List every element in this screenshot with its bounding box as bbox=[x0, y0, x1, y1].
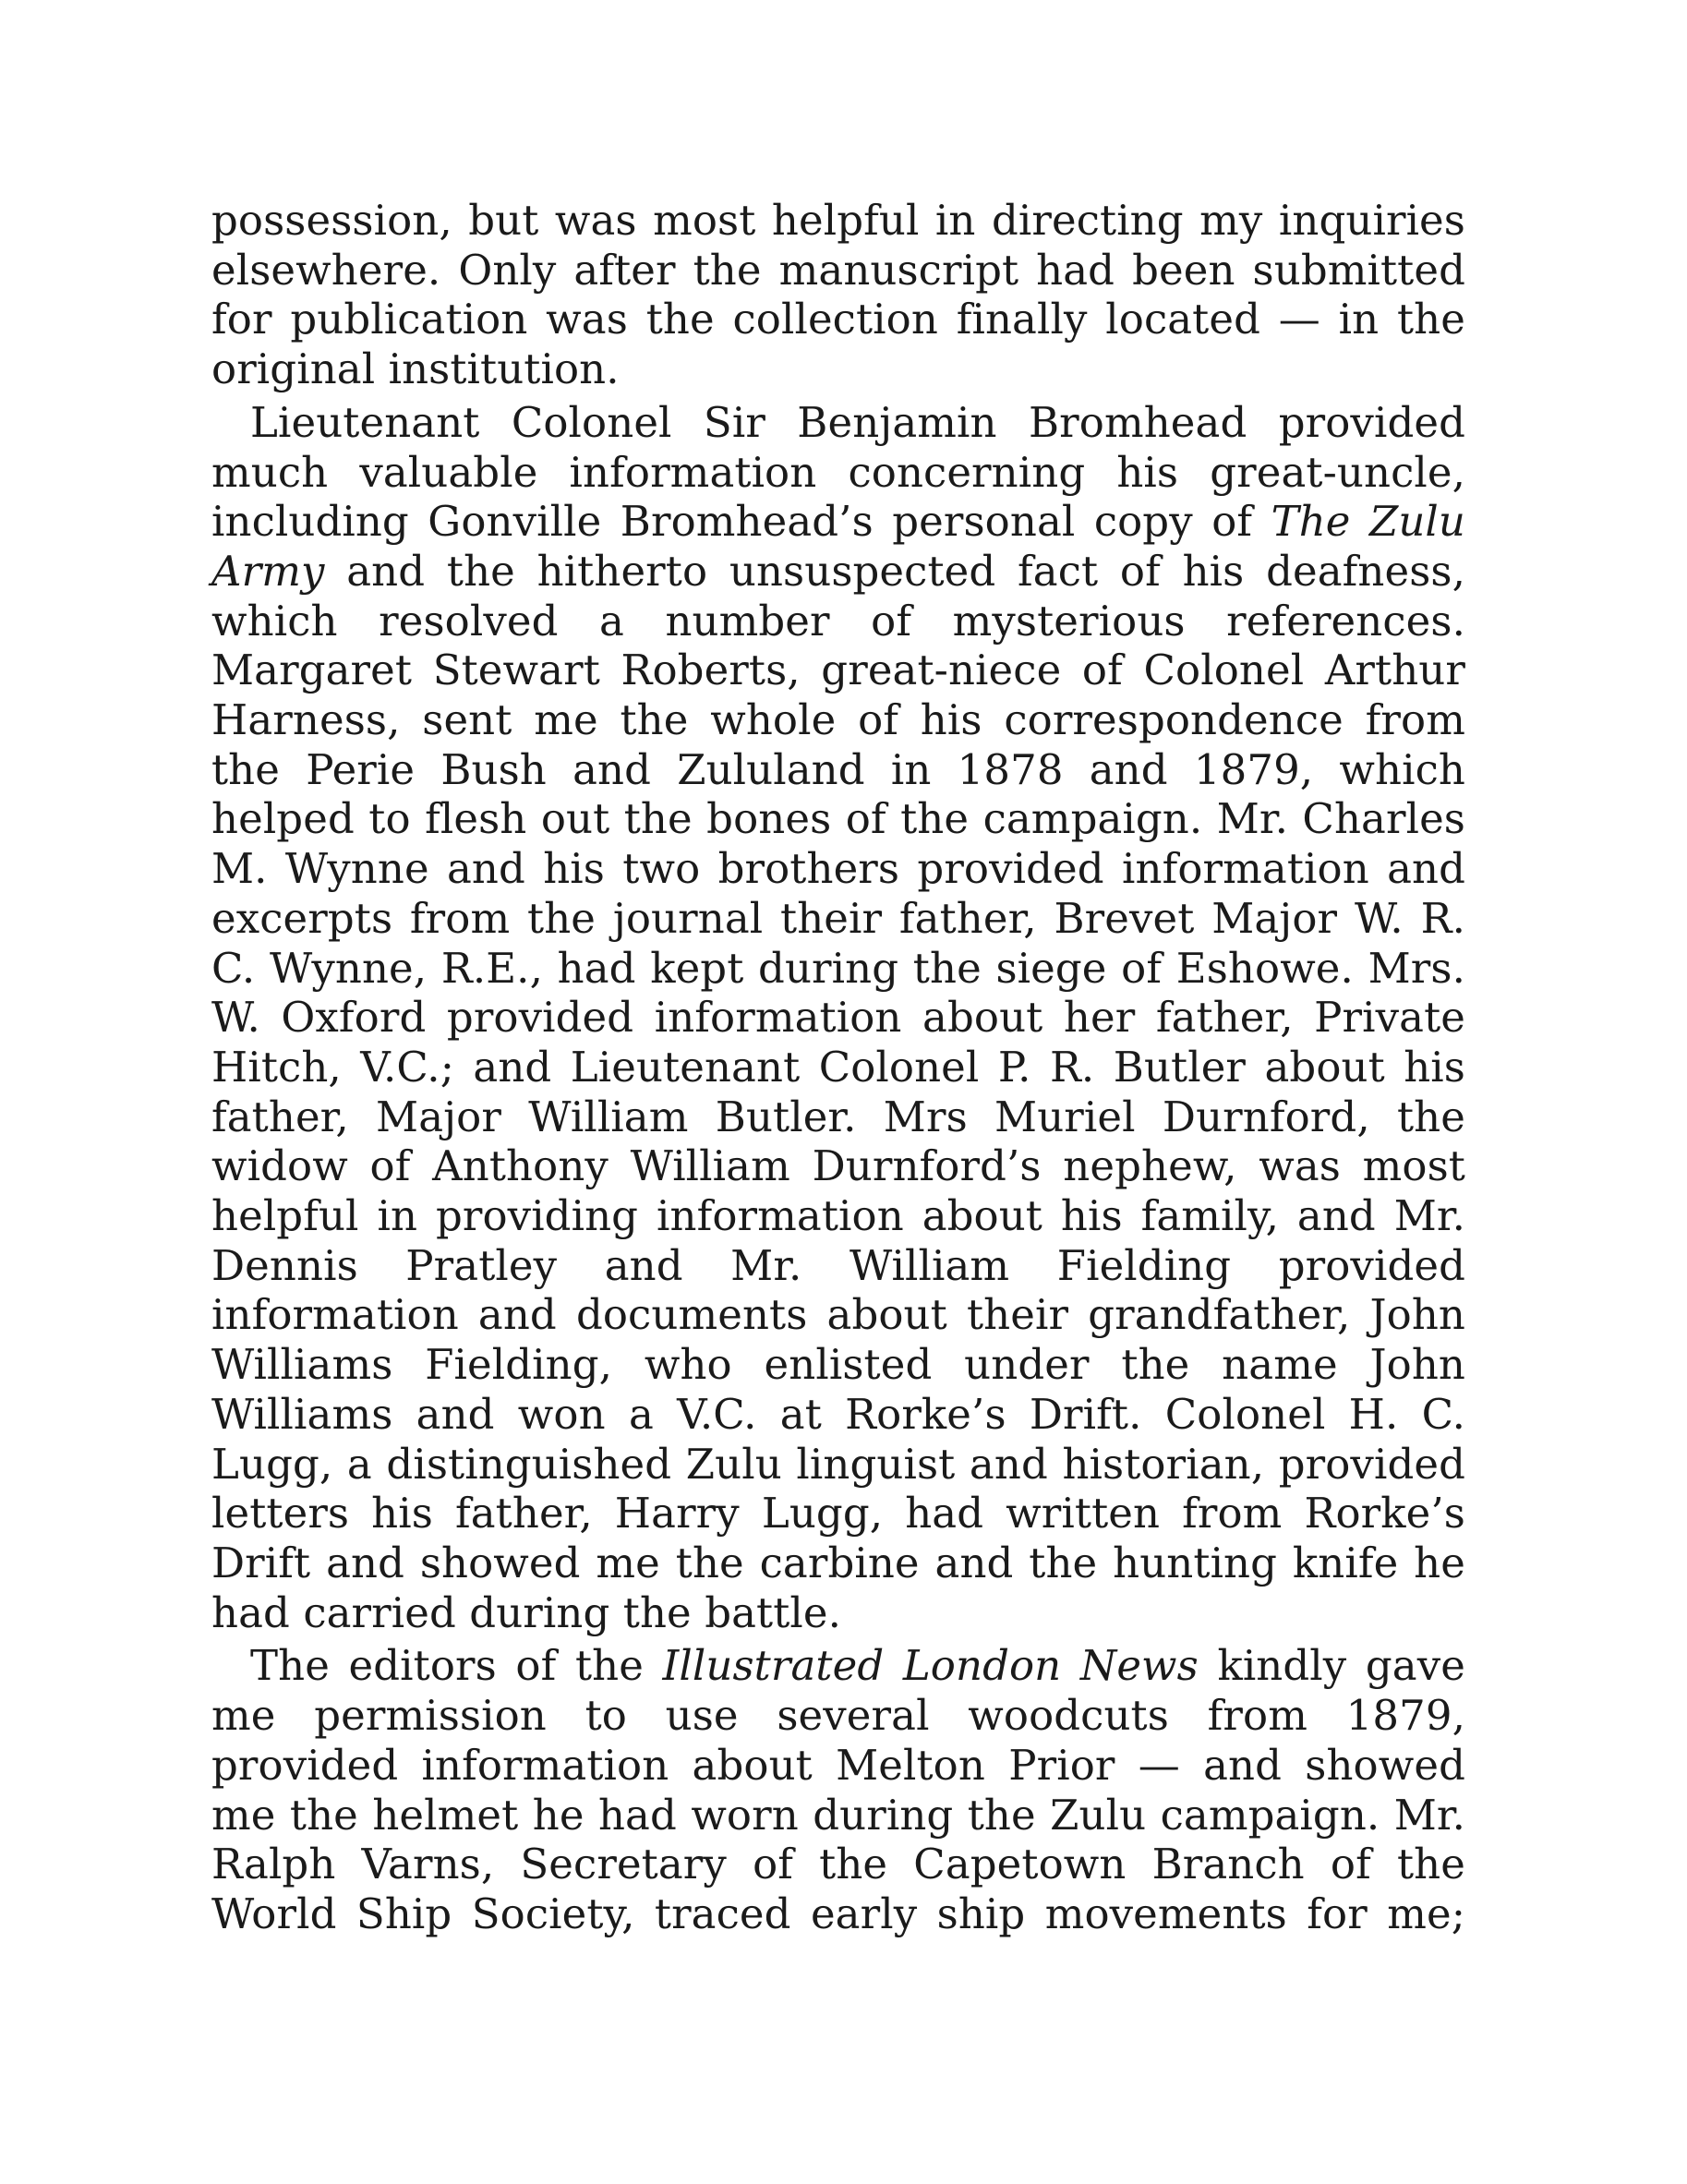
book-title-the-zulu-army: The Zulu Army bbox=[211, 497, 1465, 596]
paragraph-1 bbox=[211, 196, 1465, 394]
paragraph-3-text-b: kindly gave me permission to use several woodcuts from 1879, provided information about Melton Prior — and showed me the helmet he had worn during the Zulu campaign. Mr. Ralph Varns, Secretary of the Capetown Branch of the World Ship Society, traced early ship movements for me; bbox=[211, 1641, 1465, 1938]
paragraph-2-text-a: Lieutenant Colonel Sir Benjamin Bromhead provided much valuable information concerning his great-uncle, including Gonville Bromhead’s personal copy of bbox=[211, 397, 1465, 547]
document-page bbox=[211, 196, 1465, 1943]
paragraph-3-text-a: The editors of the bbox=[250, 1641, 663, 1691]
paragraph-2 bbox=[211, 398, 1465, 1638]
paragraph-2-text-b: and the hitherto unsuspected fact of his deafness, which resolved a number of mysterious references. Margaret Stewart Roberts, great-niece of Colonel Arthur Harness, sent me the whole of his correspondence from the Perie Bush and Zululand in 1878 and 1879, which helped to flesh out the bones of the campaign. Mr. Charles M. Wynne and his two brothers provided information and excerpts from the journal their father, Brevet Major W. R. C. Wynne, R.E., had kept during the siege of Eshowe. Mrs. W. Oxford provided information about her father, Private Hitch, V.C.; and Lieutenant Colonel P. R. Butler about his father, Major William Butler. Mrs Muriel Durnford, the widow of Anthony William Durnford’s nephew, was most helpful in providing information about his family, and Mr. Dennis Pratley and Mr. William Fielding provided information and documents about their grandfather, John Williams Fielding, who enlisted under the name John Williams and won a V.C. at Rorke’s Drift. Colonel H. C. Lugg, a distinguished Zulu linguist and historian, provided letters his father, Harry Lugg, had written from Rorke’s Drift and showed me the carbine and the hunting knife he had carried during the battle. bbox=[211, 546, 1465, 1637]
paragraph-1-text: possession, but was most helpful in directing my inquiries elsewhere. Only after the manuscript had been submitted for publication was the collection finally located — in the original institution. bbox=[211, 196, 1465, 394]
publication-title-illustrated-london-news: Illustrated London News bbox=[662, 1641, 1199, 1691]
paragraph-3 bbox=[211, 1641, 1465, 1938]
